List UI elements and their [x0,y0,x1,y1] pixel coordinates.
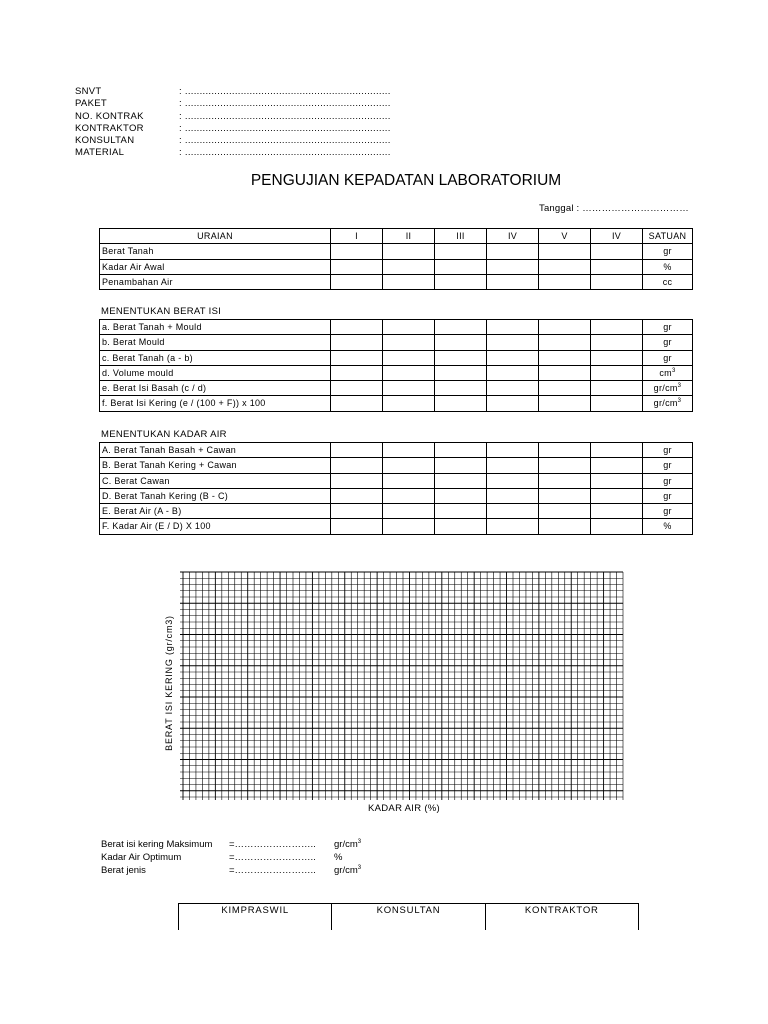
value-cell[interactable] [383,350,435,365]
value-cell[interactable] [539,335,591,350]
value-cell[interactable] [435,504,487,519]
row-label: A. Berat Tanah Basah + Cawan [100,443,331,458]
value-cell[interactable] [591,488,643,503]
header-row [75,147,391,159]
value-cell[interactable] [331,473,383,488]
unit-cell: gr [643,458,693,473]
value-cell[interactable] [591,381,643,396]
value-cell[interactable] [539,244,591,259]
result-unit: $gr/cm^3$ [334,864,362,876]
unit-cell: gr [643,488,693,503]
kadar-air-table [99,442,693,535]
result-label: Berat jenis [101,865,146,876]
unit-cell: $cm^3$ [643,365,693,380]
value-cell[interactable] [591,350,643,365]
value-cell[interactable] [487,381,539,396]
table-row [100,443,693,458]
row-label: C. Berat Cawan [100,473,331,488]
value-cell[interactable] [487,350,539,365]
date-field: Tanggal : …………………………… [539,203,689,214]
value-cell[interactable] [331,365,383,380]
unit-cell: gr [643,443,693,458]
value-cell[interactable] [539,350,591,365]
value-cell[interactable] [487,473,539,488]
x-axis-label: KADAR AIR (%) [368,803,440,814]
berat-isi-table [99,319,693,412]
result-value: =…………………….. [229,865,316,876]
value-cell[interactable] [539,473,591,488]
result-label: Berat isi kering Maksimum [101,839,213,850]
value-cell[interactable] [487,274,539,289]
y-axis-label: BERAT ISI KERING (gr/cm3) [164,615,174,751]
field-label: MATERIAL [75,147,125,159]
row-label: b. Berat Mould [100,335,331,350]
value-cell[interactable] [383,488,435,503]
value-cell[interactable] [383,320,435,335]
value-cell[interactable] [383,244,435,259]
value-cell[interactable] [383,458,435,473]
value-cell[interactable] [383,504,435,519]
row-label: D. Berat Tanah Kering (B - C) [100,488,331,503]
column-header: IV [487,229,539,244]
result-value: =…………………….. [229,839,316,850]
value-cell[interactable] [487,320,539,335]
column-header: SATUAN [643,229,693,244]
table-row [100,259,693,274]
value-cell[interactable] [487,259,539,274]
value-cell[interactable] [539,504,591,519]
section-title-berat-isi: MENENTUKAN BERAT ISI [101,306,222,317]
value-cell[interactable] [331,274,383,289]
table-row [100,381,693,396]
unit-cell: gr [643,244,693,259]
field-label: NO. KONTRAK [75,110,144,122]
field-label: PAKET [75,98,107,110]
field-label: SNVT [75,86,102,97]
table-row [100,396,693,411]
header-row [75,123,391,135]
value-cell[interactable] [487,365,539,380]
field-value: : ...................................................................... [179,135,391,147]
value-cell[interactable] [487,396,539,411]
value-cell[interactable] [331,320,383,335]
column-header: V [539,229,591,244]
value-cell[interactable] [487,458,539,473]
field-value: : ...................................................................... [179,122,391,134]
header-row [75,135,391,147]
value-cell[interactable] [383,396,435,411]
value-cell[interactable] [435,381,487,396]
value-cell[interactable] [591,458,643,473]
value-cell[interactable] [539,519,591,534]
row-label: Penambahan Air [100,274,331,289]
table-row [100,350,693,365]
value-cell[interactable] [331,443,383,458]
field-value: : ...................................................................... [179,98,391,110]
value-cell[interactable] [435,488,487,503]
value-cell[interactable] [435,335,487,350]
value-cell[interactable] [435,259,487,274]
section-title-kadar-air: MENENTUKAN KADAR AIR [101,429,227,440]
unit-cell: % [643,259,693,274]
unit-cell: gr [643,350,693,365]
value-cell[interactable] [591,259,643,274]
header-row [75,98,391,110]
value-cell[interactable] [487,504,539,519]
table-row [100,365,693,380]
field-value: : ...................................................................... [179,86,391,97]
field-label: KONSULTAN [75,135,135,147]
table-row [100,335,693,350]
results-block [101,838,361,877]
field-value: : ...................................................................... [179,147,391,159]
value-cell[interactable] [331,519,383,534]
value-cell[interactable] [435,244,487,259]
result-unit: $gr/cm^3$ [334,838,362,850]
value-cell[interactable] [539,381,591,396]
unit-cell: gr [643,335,693,350]
unit-cell: gr [643,504,693,519]
table-row [100,274,693,289]
row-label: f. Berat Isi Kering (e / (100 + F)) x 100 [100,396,331,411]
unit-cell: $gr/cm^3$ [643,396,693,411]
value-cell[interactable] [435,396,487,411]
value-cell[interactable] [331,350,383,365]
unit-cell: gr [643,320,693,335]
value-cell[interactable] [435,519,487,534]
value-cell[interactable] [591,274,643,289]
value-cell[interactable] [383,519,435,534]
row-label: a. Berat Tanah + Mould [100,320,331,335]
value-cell[interactable] [331,458,383,473]
value-cell[interactable] [539,396,591,411]
column-header: URAIAN [100,229,331,244]
value-cell[interactable] [591,396,643,411]
row-label: e. Berat Isi Basah (c / d) [100,381,331,396]
table-header-row [100,229,693,244]
row-label: d. Volume mould [100,365,331,380]
result-label: Kadar Air Optimum [101,852,182,863]
table-row [100,519,693,534]
column-header: IV [591,229,643,244]
value-cell[interactable] [331,335,383,350]
value-cell[interactable] [539,259,591,274]
signature-table [178,903,639,930]
result-value: =…………………….. [229,852,316,863]
header-fields [75,86,391,160]
value-cell[interactable] [591,244,643,259]
value-cell[interactable] [591,320,643,335]
value-cell[interactable] [539,320,591,335]
value-cell[interactable] [331,244,383,259]
row-label: E. Berat Air (A - B) [100,504,331,519]
value-cell[interactable] [331,396,383,411]
field-value: : ...................................................................... [179,110,391,122]
value-cell[interactable] [591,519,643,534]
result-row [101,838,361,851]
header-row [75,86,391,98]
table-row [100,320,693,335]
compaction-chart [160,565,640,825]
row-label: Berat Tanah [100,244,331,259]
value-cell[interactable] [331,381,383,396]
initial-table [99,228,693,290]
value-cell[interactable] [591,443,643,458]
value-cell[interactable] [487,519,539,534]
result-row [101,864,361,877]
value-cell[interactable] [331,259,383,274]
value-cell[interactable] [591,504,643,519]
value-cell[interactable] [487,244,539,259]
value-cell[interactable] [435,458,487,473]
unit-cell: gr [643,473,693,488]
value-cell[interactable] [383,335,435,350]
value-cell[interactable] [435,350,487,365]
result-row [101,851,361,864]
value-cell[interactable] [331,488,383,503]
value-cell[interactable] [591,473,643,488]
value-cell[interactable] [435,365,487,380]
value-cell[interactable] [539,365,591,380]
value-cell[interactable] [539,443,591,458]
value-cell[interactable] [383,259,435,274]
table-row [100,244,693,259]
value-cell[interactable] [435,320,487,335]
table-row [100,488,693,503]
value-cell[interactable] [539,458,591,473]
signature-kontraktor: KONTRAKTOR [485,904,638,930]
value-cell[interactable] [591,335,643,350]
row-label: Kadar Air Awal [100,259,331,274]
value-cell[interactable] [383,473,435,488]
unit-cell: $gr/cm^3$ [643,381,693,396]
value-cell[interactable] [539,488,591,503]
row-label: B. Berat Tanah Kering + Cawan [100,458,331,473]
value-cell[interactable] [591,365,643,380]
value-cell[interactable] [435,443,487,458]
unit-cell: % [643,519,693,534]
unit-cell: cc [643,274,693,289]
value-cell[interactable] [383,365,435,380]
value-cell[interactable] [539,274,591,289]
signature-konsultan: KONSULTAN [331,904,484,930]
page-title: PENGUJIAN KEPADATAN LABORATORIUM [250,172,562,189]
result-unit: % [334,852,343,863]
column-header: II [383,229,435,244]
signature-kimpraswil: KIMPRASWIL [221,905,289,916]
header-row [75,111,391,123]
chart-grid [180,572,623,800]
value-cell[interactable] [383,274,435,289]
value-cell[interactable] [331,504,383,519]
value-cell[interactable] [383,443,435,458]
table-row [100,504,693,519]
table-row [100,458,693,473]
value-cell[interactable] [487,335,539,350]
column-header: I [331,229,383,244]
value-cell[interactable] [435,473,487,488]
value-cell[interactable] [487,488,539,503]
table-row [100,473,693,488]
field-label: KONTRAKTOR [75,122,144,134]
value-cell[interactable] [435,274,487,289]
value-cell[interactable] [487,443,539,458]
column-header: III [435,229,487,244]
value-cell[interactable] [383,381,435,396]
row-label: c. Berat Tanah (a - b) [100,350,331,365]
row-label: F. Kadar Air (E / D) X 100 [100,519,331,534]
